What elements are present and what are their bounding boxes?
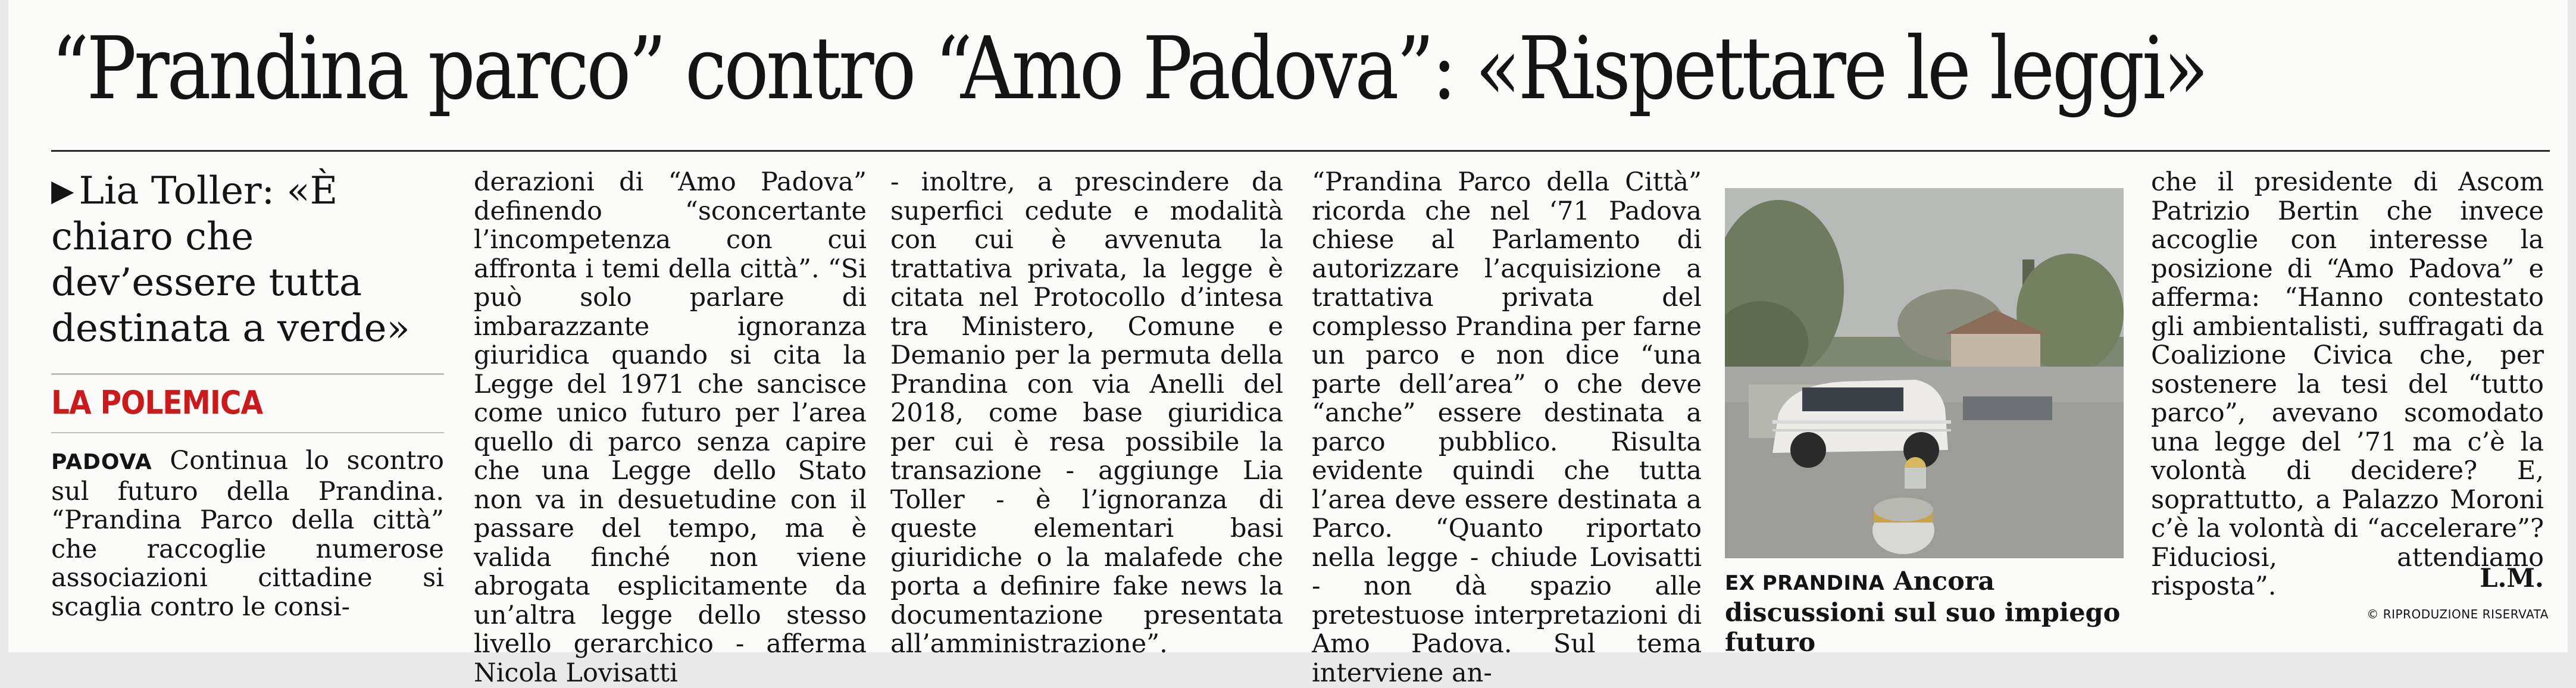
column-3 [890,168,1283,659]
section-kicker: LA POLEMICA [51,384,263,421]
photo-caption [1725,567,2130,658]
body-text-col1 [51,446,444,621]
column-1 [51,168,444,621]
caption-text: Ancora discussioni sul suo impiego futuro [1725,567,2121,658]
body-col1: Continua lo scontro sul futuro della Prandina. “Prandina Parco della città” che raccoglie numerose associazioni cittadine si scaglia contro le consi- [51,446,444,622]
article-photo [1725,188,2124,558]
body-col5: che il presidente di Ascom Patrizio Bertin che invece accoglie con interesse la posizione di “Amo Padova” e afferma: “Hanno contestato gli ambientalisti, suffragati da Coalizione Civica che, per sostenere la tesi del “tutto parco”, avevano scomodato una legge del ’71 ma c’è la volontà di decidere? E, soprattutto, a Palazzo Moroni c’è la volontà di “accelerare”? Fiduciosi, attendiamo risposta”. [2151,167,2544,601]
body-col2: derazioni di “Amo Padova” definendo “sconcertante l’incompetenza con cui affronta i temi della città”. “Si può solo parlare di imbarazzante ignoranza giuridica quando si cita la Legge del 1971 che sancisce come unico futuro per l’area quello di parco senza capire che una Legge dello Stato non va in desuetudine con il passare del tempo, ma è valida finché non viene abrogata esplicitamente da un’altra legge dello stesso livello gerarchico - afferma Nicola Lovisatti [474,167,867,688]
author-signature: L.M. [2480,564,2544,593]
headline: “Prandina parco” contro “Amo Padova”: «Rispettare le leggi» [51,18,2206,119]
dateline: PADOVA [51,450,152,474]
body-col3: - inoltre, a prescindere da superfici cedute e modalità con cui è avvenuta la trattativa privata, la legge è citata nel Protocollo d’intesa tra Ministero, Comune e Demanio per la permuta della Prandina con via Anelli del 2018, come base giuridica per cui è resa possibile la transazione - aggiunge Lia Toller - è l’ignoranza di queste elementari basi giuridiche o la malafede che porta a definire fake news la documentazione presentata all’amministrazione”. [890,167,1283,659]
section-divider-2 [51,432,444,433]
subheadline [51,168,444,352]
section-divider [51,373,444,375]
column-4 [1312,168,1702,687]
column-2 [474,168,867,687]
subheadline-text: Lia Toller: «È chiaro che dev’essere tutta destinata a verde» [51,169,410,351]
headline-rule [51,150,2550,152]
triangle-marker-icon: ▶ [51,173,74,208]
copyright-notice: © RIPRODUZIONE RISERVATA [2366,607,2549,621]
caption-kicker: EX PRANDINA [1725,571,1885,595]
body-col4: “Prandina Parco della Città” ricorda che nel ‘71 Padova chiese al Parlamento di autorizzare l’acquisizione a trattativa privata del complesso Prandina per farne un parco e non dice “una parte dell’area” o che deve “anche” essere destinata a parco pubblico. Risulta evidente quindi che tutta l’area deve essere destinata a Parco. “Quanto riportato nella legge - chiude Lovisatti - non dà spazio alle pretestuose interpretazioni di Amo Padova. Sul tema interviene an- [1312,167,1702,688]
column-5 [2151,168,2544,601]
parking-lot-image [1725,188,2124,558]
newspaper-article [8,0,2568,688]
